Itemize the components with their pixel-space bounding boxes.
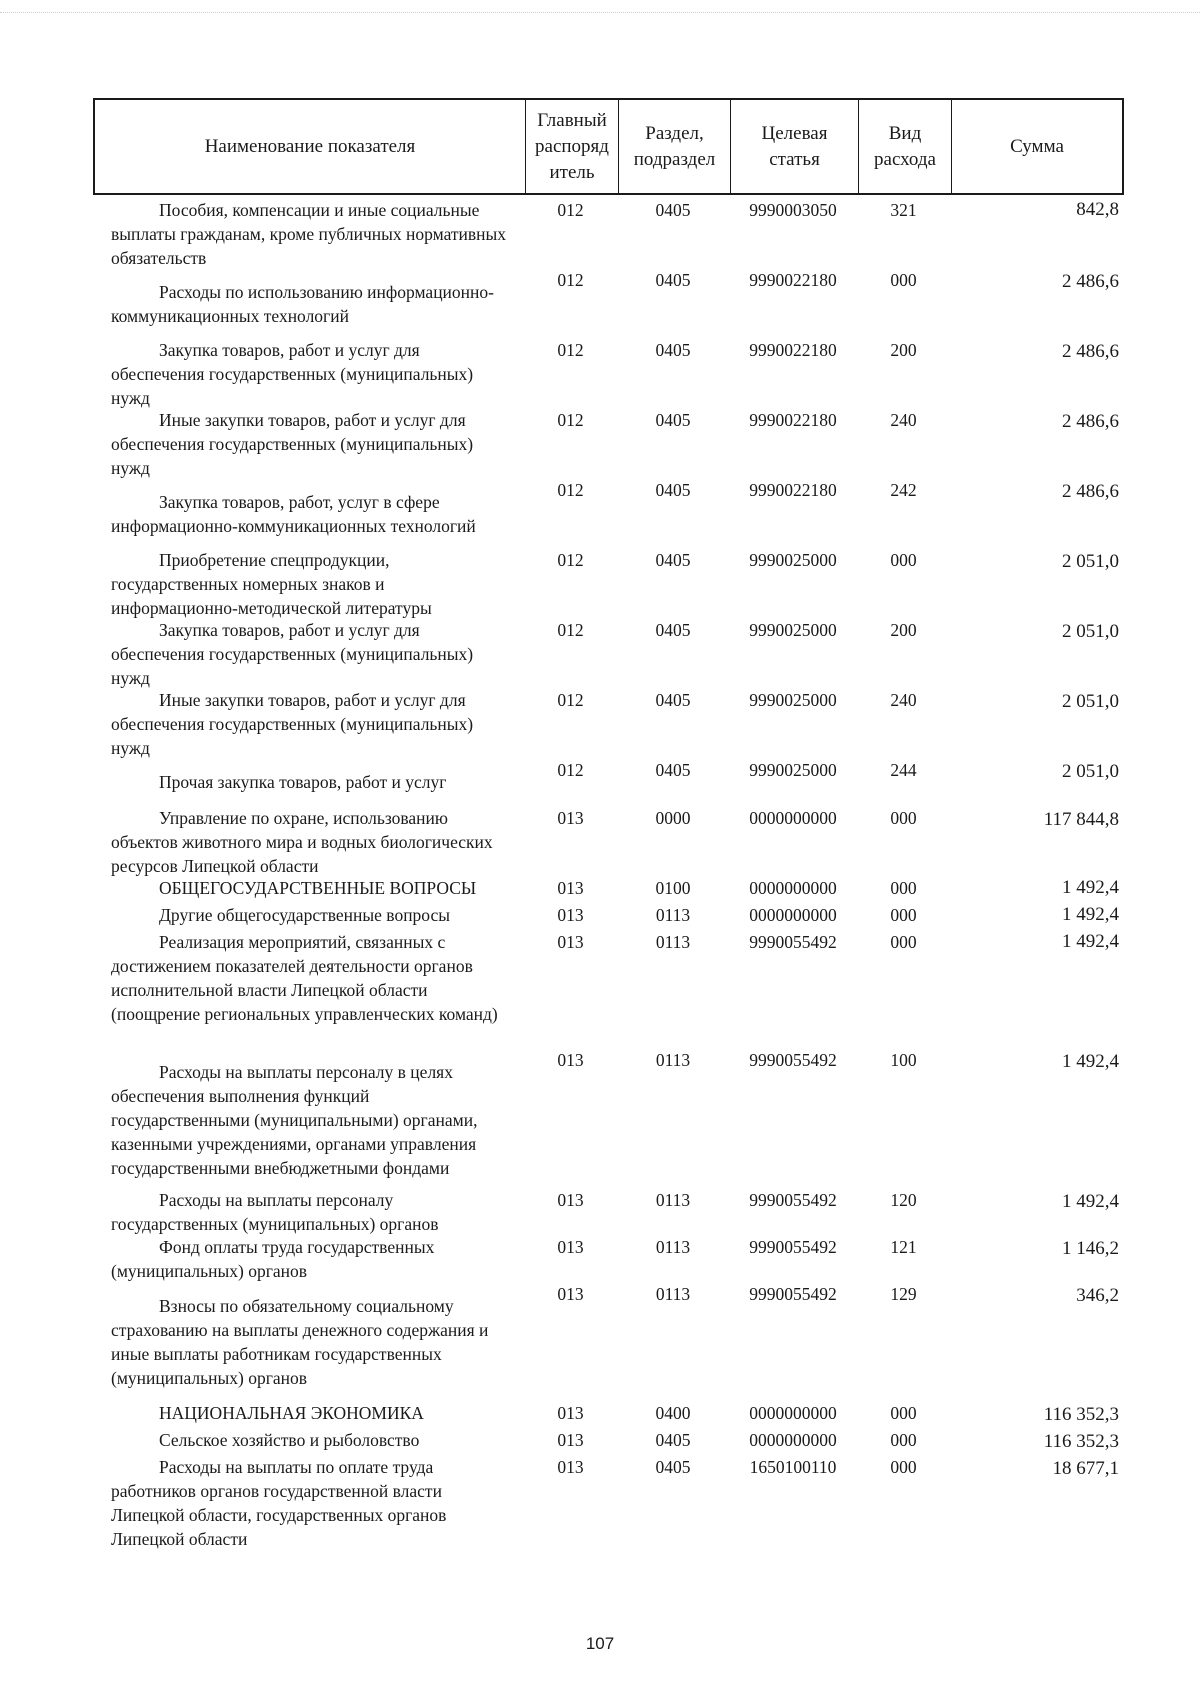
- row-sum: 117 844,8: [1043, 809, 1119, 830]
- row-target: 0000000000: [749, 1430, 837, 1450]
- row-name: Взносы по обязательному социальному страхованию на выплаты денежного содержания и иные выплаты работникам государственных (муниципальных) органов: [111, 1296, 489, 1388]
- row-target: 1650100110: [749, 1457, 837, 1477]
- row-target: 9990025000: [749, 620, 837, 640]
- row-grbs: 013: [557, 1284, 584, 1304]
- row-sum: 1 492,4: [1062, 1191, 1119, 1212]
- row-section: 0113: [655, 932, 691, 952]
- row-sum: 1 492,4: [1062, 904, 1119, 925]
- page-number: 107: [585, 1634, 615, 1653]
- row-grbs: 012: [557, 550, 584, 570]
- row-target: 9990055492: [749, 1284, 837, 1304]
- row-grbs: 012: [557, 410, 584, 430]
- row-target: 0000000000: [749, 808, 837, 828]
- row-grbs: 013: [557, 1403, 584, 1423]
- row-sum: 18 677,1: [1052, 1458, 1119, 1479]
- row-type: 000: [890, 270, 917, 290]
- row-type: 120: [890, 1190, 917, 1210]
- row-target: 9990055492: [749, 1237, 837, 1257]
- row-section: 0113: [655, 1237, 691, 1257]
- row-name: Иные закупки товаров, работ и услуг для обеспечения государственных (муниципальных) нужд: [111, 690, 474, 758]
- row-name: Фонд оплаты труда государственных (муниципальных) органов: [111, 1237, 435, 1281]
- row-sum: 346,2: [1076, 1285, 1119, 1306]
- row-type: 000: [890, 808, 917, 828]
- row-section: 0113: [655, 1284, 691, 1304]
- row-section: 0113: [655, 1050, 691, 1070]
- row-sum: 1 146,2: [1062, 1238, 1119, 1259]
- row-sum: 2 051,0: [1062, 761, 1119, 782]
- row-target: 9990022180: [749, 410, 837, 430]
- row-target: 9990025000: [749, 760, 837, 780]
- row-section: 0113: [655, 1190, 691, 1210]
- row-section: 0405: [655, 1457, 691, 1477]
- row-grbs: 013: [557, 808, 584, 828]
- page-top-border: [0, 12, 1200, 13]
- row-grbs: 012: [557, 200, 584, 220]
- row-type: 000: [890, 550, 917, 570]
- row-grbs: 012: [557, 340, 584, 360]
- row-grbs: 013: [557, 1237, 584, 1257]
- row-section: 0405: [655, 760, 691, 780]
- row-type: 242: [890, 480, 917, 500]
- header-type: Вид расхода: [859, 100, 952, 193]
- row-target: 9990022180: [749, 480, 837, 500]
- row-name: Закупка товаров, работ и услуг для обеспечения государственных (муниципальных) нужд: [111, 340, 474, 408]
- row-type: 129: [890, 1284, 917, 1304]
- row-type: 000: [890, 932, 917, 952]
- row-sum: 1 492,4: [1062, 877, 1119, 898]
- row-target: 9990025000: [749, 690, 837, 710]
- row-sum: 1 492,4: [1062, 1051, 1119, 1072]
- row-type: 240: [890, 410, 917, 430]
- row-sum: 2 486,6: [1062, 411, 1119, 432]
- row-type: 000: [890, 1457, 917, 1477]
- row-target: 9990025000: [749, 550, 837, 570]
- row-grbs: 012: [557, 270, 584, 290]
- row-name: Расходы на выплаты по оплате труда работников органов государственной власти Липецкой области, государственных органов Липецкой области: [111, 1457, 447, 1549]
- row-type: 000: [890, 1403, 917, 1423]
- header-section: Раздел, подраздел: [619, 100, 731, 193]
- row-grbs: 012: [557, 760, 584, 780]
- row-section: 0405: [655, 620, 691, 640]
- row-name: Сельское хозяйство и рыболовство: [159, 1430, 420, 1450]
- row-name: Прочая закупка товаров, работ и услуг: [159, 772, 447, 792]
- row-grbs: 013: [557, 932, 584, 952]
- row-section: 0400: [655, 1403, 691, 1423]
- row-type: 200: [890, 340, 917, 360]
- row-sum: 2 051,0: [1062, 551, 1119, 572]
- row-sum: 116 352,3: [1043, 1404, 1119, 1425]
- row-name: Другие общегосударственные вопросы: [159, 905, 451, 925]
- row-grbs: 012: [557, 690, 584, 710]
- row-name: Закупка товаров, работ и услуг для обеспечения государственных (муниципальных) нужд: [111, 620, 474, 688]
- row-target: 9990055492: [749, 932, 837, 952]
- row-name: ОБЩЕГОСУДАРСТВЕННЫЕ ВОПРОСЫ: [159, 878, 477, 898]
- row-section: 0405: [655, 1430, 691, 1450]
- row-type: 321: [890, 200, 917, 220]
- header-target: Целевая статья: [731, 100, 859, 193]
- row-type: 244: [890, 760, 917, 780]
- row-target: 9990003050: [749, 200, 837, 220]
- row-grbs: 012: [557, 620, 584, 640]
- row-type: 000: [890, 1430, 917, 1450]
- row-section: 0405: [655, 690, 691, 710]
- row-section: 0405: [655, 480, 691, 500]
- row-name: Расходы на выплаты персоналу в целях обеспечения выполнения функций государственными (муниципальными) органами, казенными учреждениями, органами управления государственными внебюджетными фондами: [111, 1062, 478, 1178]
- row-target: 9990055492: [749, 1190, 837, 1210]
- row-target: 0000000000: [749, 905, 837, 925]
- header-name: Наименование показателя: [95, 100, 526, 193]
- row-target: 0000000000: [749, 1403, 837, 1423]
- row-section: 0405: [655, 550, 691, 570]
- row-name: Закупка товаров, работ, услуг в сфере информационно-коммуникационных технологий: [111, 492, 476, 536]
- row-name: НАЦИОНАЛЬНАЯ ЭКОНОМИКА: [159, 1403, 424, 1423]
- row-sum: 2 486,6: [1062, 341, 1119, 362]
- row-type: 200: [890, 620, 917, 640]
- row-target: 9990022180: [749, 270, 837, 290]
- row-grbs: 013: [557, 1190, 584, 1210]
- row-section: 0405: [655, 340, 691, 360]
- row-type: 121: [890, 1237, 917, 1257]
- row-target: 9990055492: [749, 1050, 837, 1070]
- row-section: 0000: [655, 808, 691, 828]
- row-grbs: 012: [557, 480, 584, 500]
- row-sum: 2 486,6: [1062, 271, 1119, 292]
- row-sum: 842,8: [1076, 199, 1119, 220]
- row-grbs: 013: [557, 1050, 584, 1070]
- row-sum: 2 051,0: [1062, 691, 1119, 712]
- row-target: 0000000000: [749, 878, 837, 898]
- row-name: Пособия, компенсации и иные социальные выплаты гражданам, кроме публичных нормативных обязательств: [111, 200, 507, 268]
- row-grbs: 013: [557, 1430, 584, 1450]
- row-section: 0113: [655, 905, 691, 925]
- table-header: [93, 98, 1124, 195]
- header-grbs: Главный распоряд итель: [526, 100, 619, 193]
- row-type: 000: [890, 878, 917, 898]
- row-section: 0405: [655, 410, 691, 430]
- row-sum: 1 492,4: [1062, 931, 1119, 952]
- row-grbs: 013: [557, 905, 584, 925]
- row-name: Иные закупки товаров, работ и услуг для обеспечения государственных (муниципальных) нужд: [111, 410, 474, 478]
- row-name: Расходы по использованию информационно-коммуникационных технологий: [111, 282, 494, 326]
- row-type: 000: [890, 905, 917, 925]
- row-type: 100: [890, 1050, 917, 1070]
- row-section: 0405: [655, 200, 691, 220]
- row-sum: 2 486,6: [1062, 481, 1119, 502]
- row-sum: 116 352,3: [1043, 1431, 1119, 1452]
- row-name: Приобретение спецпродукции, государственных номерных знаков и информационно-методической литературы: [111, 550, 432, 618]
- row-grbs: 013: [557, 1457, 584, 1477]
- row-name: Реализация мероприятий, связанных с достижением показателей деятельности органов исполнительной власти Липецкой области (поощрение региональных управленческих команд): [111, 932, 498, 1024]
- row-grbs: 013: [557, 878, 584, 898]
- header-sum: Сумма: [1010, 135, 1064, 157]
- row-section: 0100: [655, 878, 691, 898]
- row-target: 9990022180: [749, 340, 837, 360]
- row-type: 240: [890, 690, 917, 710]
- row-sum: 2 051,0: [1062, 621, 1119, 642]
- row-name: Расходы на выплаты персоналу государственных (муниципальных) органов: [111, 1190, 439, 1234]
- row-name: Управление по охране, использованию объектов животного мира и водных биологических ресурсов Липецкой области: [111, 808, 493, 876]
- row-section: 0405: [655, 270, 691, 290]
